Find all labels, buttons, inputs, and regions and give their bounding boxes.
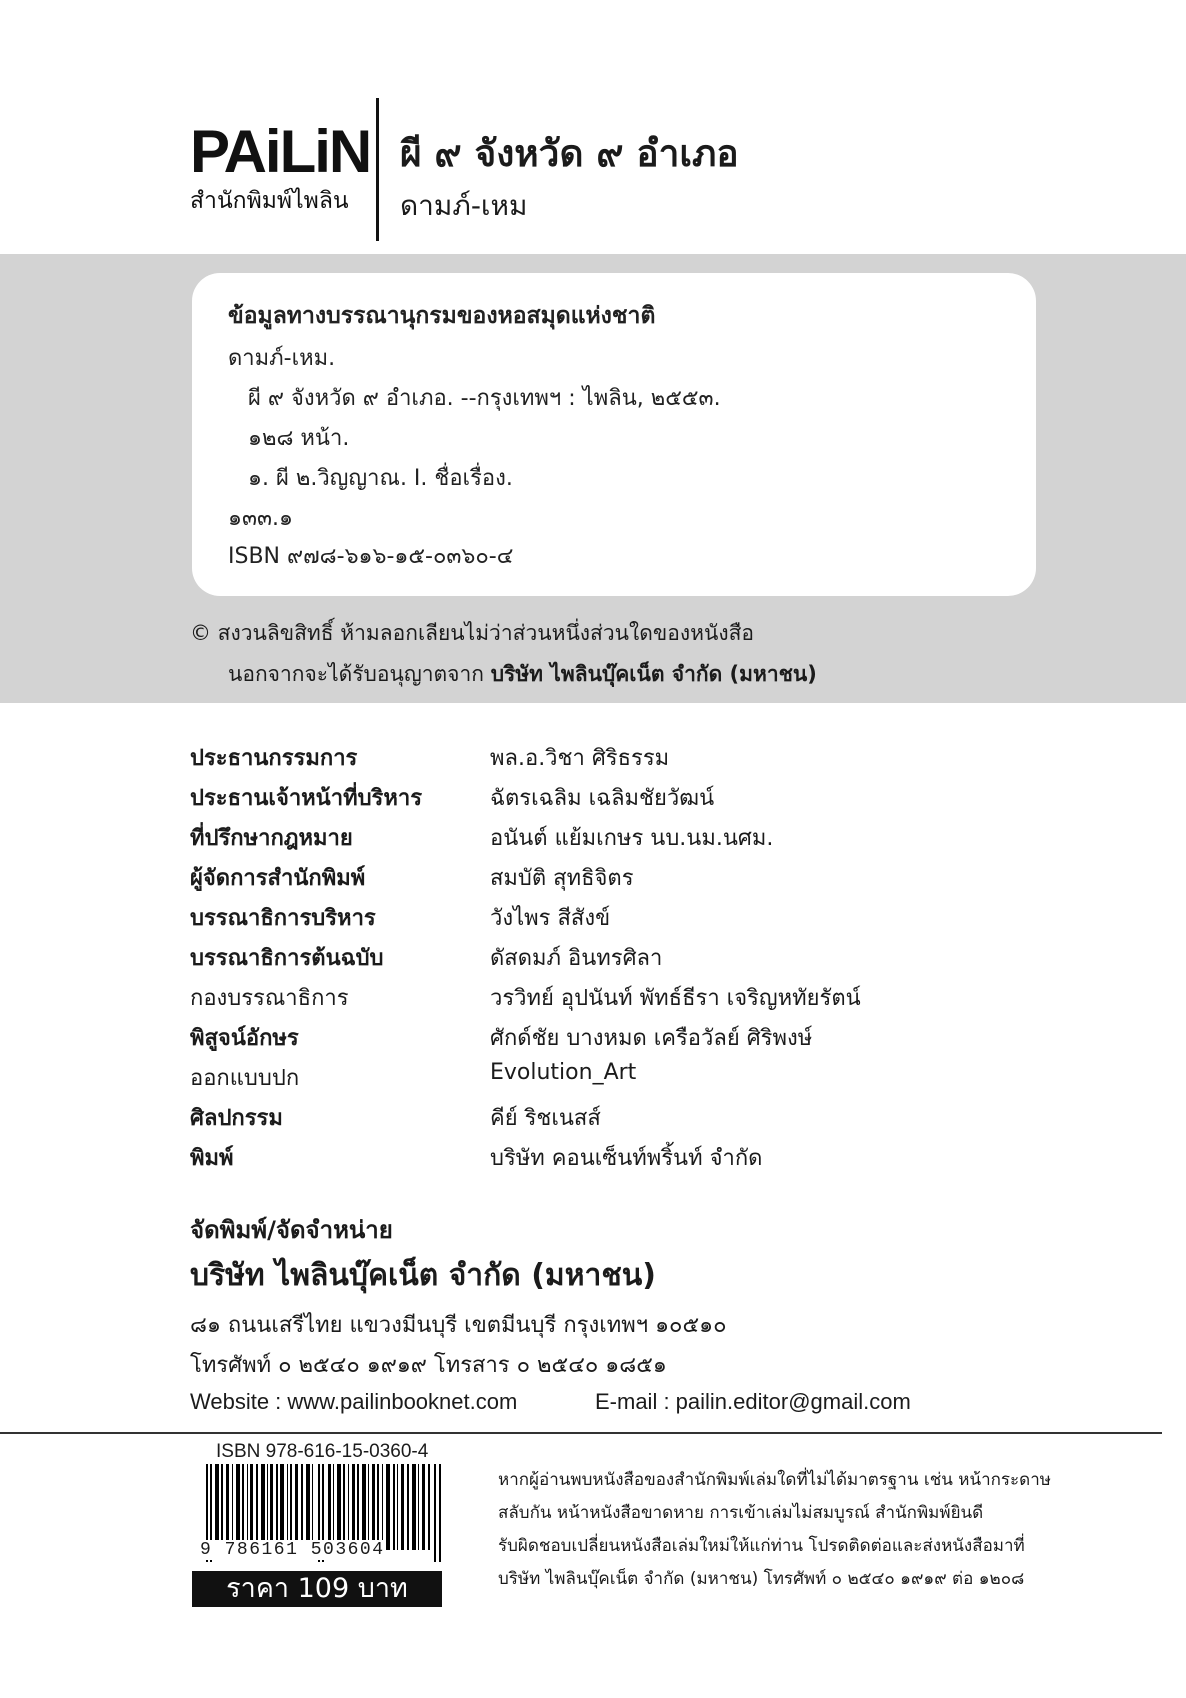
credit-name: วังไพร สีสังข์: [490, 906, 611, 931]
notice-line: บริษัท ไพลินบุ๊คเน็ต จำกัด (มหาชน) โทรศัพท์ ๐ ๒๕๔๐ ๑๙๑๙ ต่อ ๑๒๐๘: [498, 1569, 1025, 1589]
copyright-prefix: นอกจากจะได้รับอนุญาตจาก: [228, 662, 484, 686]
distribution-email[interactable]: E-mail : pailin.editor@gmail.com: [595, 1389, 911, 1414]
section-divider: [0, 1432, 1162, 1434]
cip-line: ผี ๙ จังหวัด ๙ อำเภอ. --กรุงเทพฯ : ไพลิน, ๒๕๕๓.: [248, 386, 721, 411]
cip-line: ๑๓๓.๑: [228, 506, 294, 531]
quality-notice: [498, 1464, 1058, 1596]
header-divider: [376, 98, 379, 241]
notice-line: สลับกัน หน้าหนังสือขาดหาย การเข้าเล่มไม่สมบูรณ์ สำนักพิมพ์ยินดี: [498, 1503, 984, 1523]
logo-subtitle: สำนักพิมพ์ไพลิน: [190, 188, 349, 214]
distribution-address: ๘๑ ถนนเสรีไทย แขวงมีนบุรี เขตมีนบุรี กรุงเทพฯ ๑๐๕๑๐: [190, 1313, 727, 1338]
cip-line: ๑. ผี ๒.วิญญาณ. I. ชื่อเรื่อง.: [248, 466, 513, 491]
credit-role: ผู้จัดการสำนักพิมพ์: [190, 866, 366, 891]
cip-box: [192, 273, 1036, 596]
credit-name: อนันต์ แย้มเกษร นบ.นม.นศม.: [490, 826, 774, 851]
credit-name: พล.อ.วิชา ศิริธรรม: [490, 746, 670, 771]
credit-name: Evolution_Art: [490, 1060, 637, 1085]
cip-line: ๑๒๘ หน้า.: [248, 426, 350, 451]
cip-line: ดามภ์-เหม.: [228, 346, 336, 371]
credit-role: ศิลปกรรม: [190, 1106, 283, 1131]
credit-name: วรวิทย์ อุปนันท์ พัทธ์ธีรา เจริญหทัยรัตน์: [490, 986, 861, 1011]
credit-role: ประธานเจ้าหน้าที่บริหาร: [190, 786, 423, 811]
book-title: ผี ๙ จังหวัด ๙ อำเภอ: [400, 132, 739, 175]
credit-name: สมบัติ สุทธิจิตร: [490, 866, 634, 891]
book-author: ดามภ์-เหม: [400, 189, 528, 222]
price-label: ราคา 109 บาท: [192, 1571, 442, 1607]
credit-role: กองบรรณาธิการ: [190, 986, 349, 1011]
distribution-company: บริษัท ไพลินบุ๊คเน็ต จำกัด (มหาชน): [190, 1258, 656, 1293]
cip-line: ISBN ๙๗๘-๖๑๖-๑๕-๐๓๖๐-๔: [228, 544, 514, 569]
credit-role: บรรณาธิการต้นฉบับ: [190, 946, 384, 971]
credit-name: ดัสดมภ์ อินทรศิลา: [490, 946, 663, 971]
copyright-line-1: © สงวนลิขสิทธิ์ ห้ามลอกเลียนไม่ว่าส่วนหนึ่งส่วนใดของหนังสือ: [190, 621, 755, 645]
credit-name: คีย์ ริชเนสส์: [490, 1106, 601, 1131]
notice-line: หากผู้อ่านพบหนังสือของสำนักพิมพ์เล่มใดที่ไม่ได้มาตรฐาน เช่น หน้ากระดาษ: [498, 1470, 1051, 1490]
distribution-phone: โทรศัพท์ ๐ ๒๕๔๐ ๑๙๑๙ โทรสาร ๐ ๒๕๔๐ ๑๘๕๑: [190, 1353, 667, 1378]
credit-role: พิสูจน์อักษร: [190, 1026, 299, 1051]
credit-role: ออกแบบปก: [190, 1066, 300, 1091]
cip-heading: ข้อมูลทางบรรณานุกรมของหอสมุดแห่งชาติ: [228, 303, 656, 329]
copyright-line-2: [228, 658, 817, 691]
distribution-label: จัดพิมพ์/จัดจำหน่าย: [190, 1216, 393, 1244]
credit-role: พิมพ์: [190, 1146, 234, 1171]
publisher-logo: [190, 118, 371, 216]
credit-role: ประธานกรรมการ: [190, 746, 358, 771]
logo-wordmark: PAiLiN: [190, 118, 371, 185]
notice-line: รับผิดชอบเปลี่ยนหนังสือเล่มใหม่ให้แก่ท่าน โปรดติดต่อและส่งหนังสือมาที่: [498, 1536, 1025, 1556]
distribution-website[interactable]: Website : www.pailinbooknet.com: [190, 1389, 518, 1414]
credit-name: ฉัตรเฉลิม เฉลิมชัยวัฒน์: [490, 786, 715, 811]
credit-role: ที่ปรึกษากฎหมาย: [190, 826, 353, 851]
credit-role: บรรณาธิการบริหาร: [190, 906, 376, 931]
credit-name: ศักด์ชัย บางหมด เครือวัลย์ ศิริพงษ์: [490, 1026, 813, 1051]
barcode-digits: 9 786161 503604: [200, 1540, 385, 1560]
credit-name: บริษัท คอนเซ็นท์พริ้นท์ จำกัด: [490, 1146, 763, 1171]
barcode-isbn-label: ISBN 978-616-15-0360-4: [216, 1441, 429, 1462]
copyright-company: บริษัท ไพลินบุ๊คเน็ต จำกัด (มหาชน): [490, 662, 817, 686]
